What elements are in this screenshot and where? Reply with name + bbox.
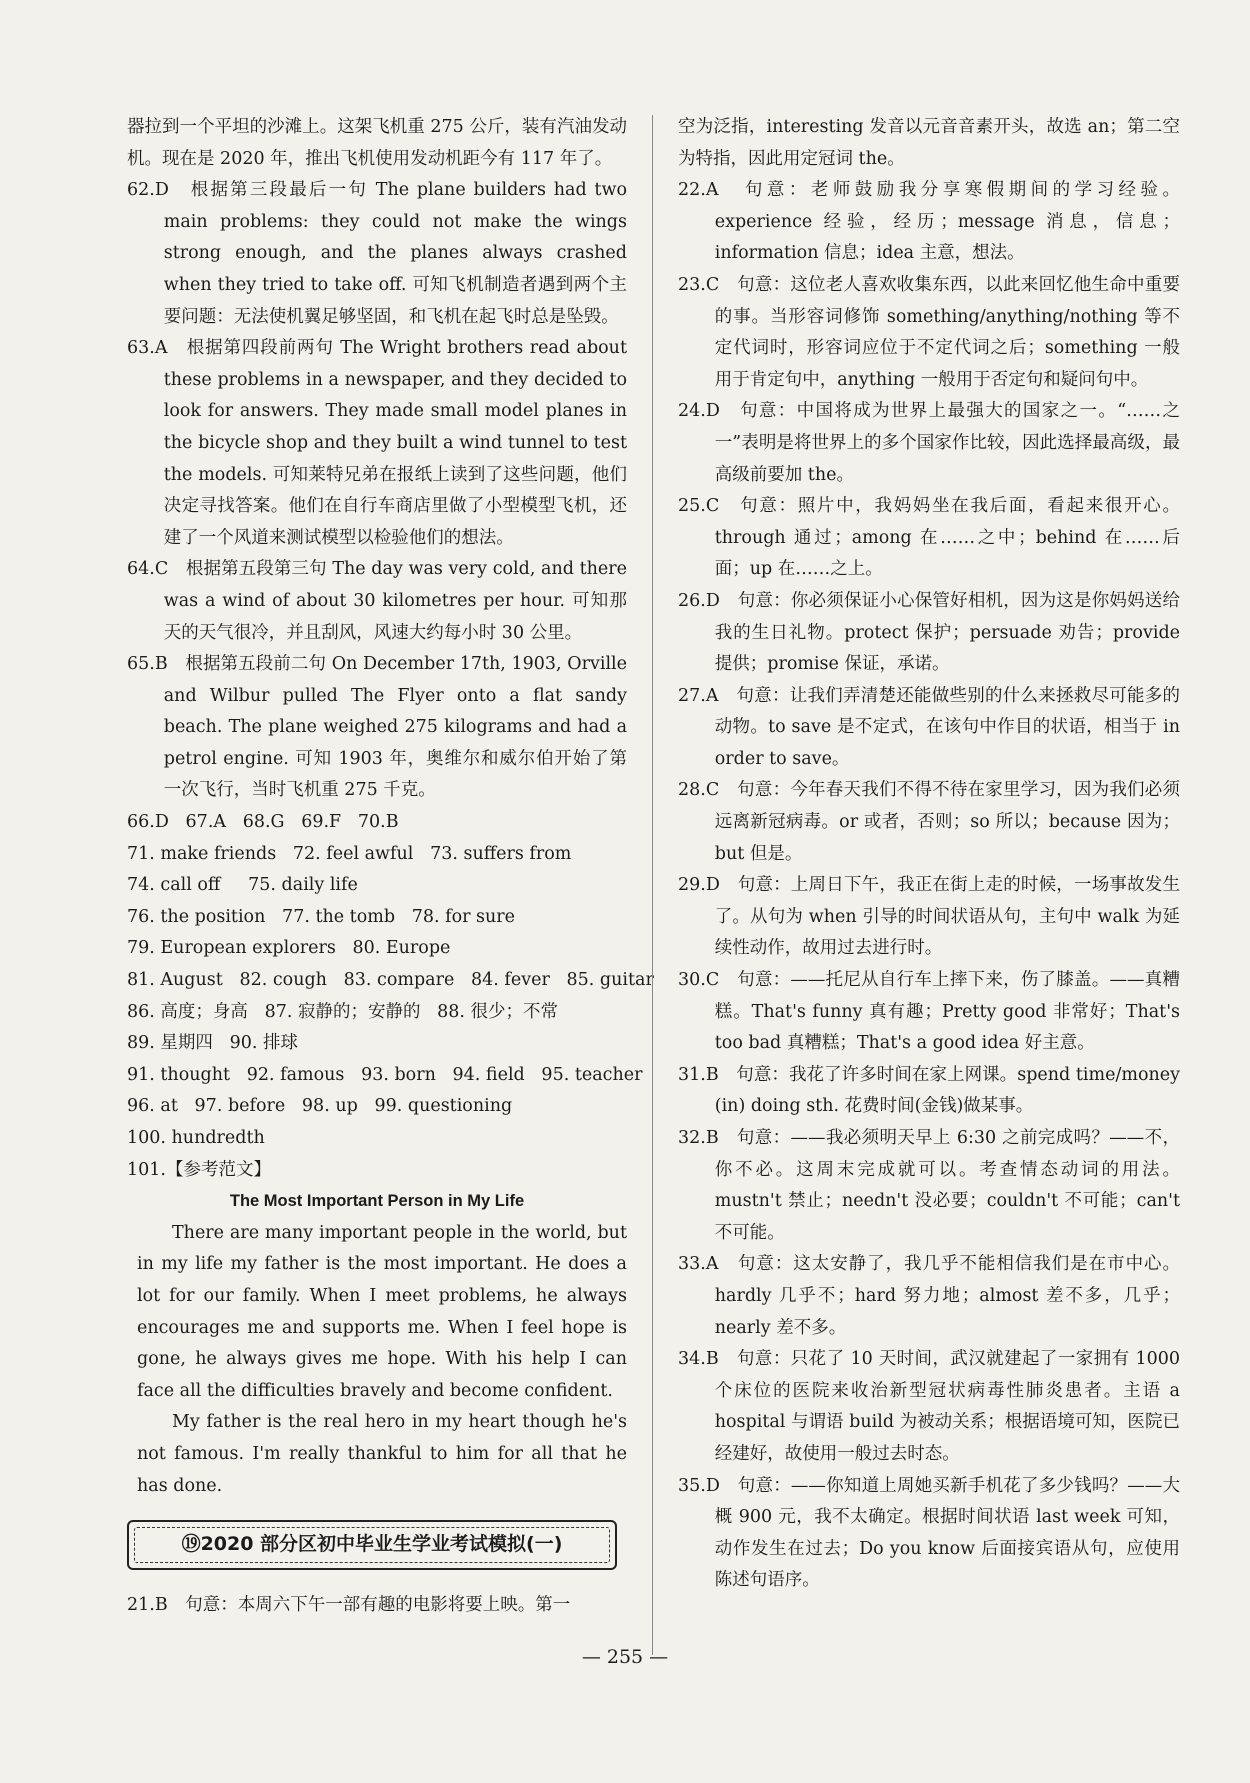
answer-22: 22.A 句意：老师鼓励我分享寒假期间的学习经验。experience 经验，经历；message 消息，信息；information 信息；idea 主意，想法。	[678, 180, 1180, 264]
answer-25: 25.C 句意：照片中，我妈妈坐在我后面，看起来很开心。through 通过；among 在……之中；behind 在……后面；up 在……之上。	[678, 496, 1180, 580]
answer-row: 86. 高度；身高 87. 寂静的；安静的 88. 很少；不常	[127, 1001, 559, 1022]
answer-27: 27.A 句意：让我们弄清楚还能做些别的什么来拯救尽可能多的动物。to save 是不定式，在该句中作目的状语，相当于 in order to save。	[678, 685, 1180, 769]
answer-row: 91. thought 92. famous 93. born 94. field 95. teacher	[127, 1064, 643, 1085]
essay-title: The Most Important Person in My Life	[229, 1192, 525, 1211]
answer-63: 63.A 根据第四段前两句 The Wright brothers read about these problems in a newspaper, and they decided to look for answers. They made small model planes in the bicycle shop and they built a wind tunnel to test the models. 可知莱特兄弟在报纸上读到了这些问题，他们决定寻找答案。他们在自行车商店里做了小型模型飞机，还建了一个风道来测试模型以检验他们的想法。	[127, 338, 627, 548]
essay-paragraph-2: My father is the real hero in my heart though he's not famous. I'm really thankful to him for all that he has done.	[137, 1412, 627, 1496]
answer-row: 100. hundredth	[127, 1128, 265, 1148]
answer-row: 96. at 97. before 98. up 99. questioning	[127, 1096, 513, 1117]
essay-label: 101.【参考范文】	[127, 1159, 271, 1180]
section-banner	[127, 1520, 617, 1570]
answer-65: 65.B 根据第五段前二句 On December 17th, 1903, Orville and Wilbur pulled The Flyer onto a flat sandy beach. The plane weighed 275 kilograms and had a petrol engine. 可知 1903 年，奥维尔和威尔伯开始了第一次飞行，当时飞机重 275 千克。	[127, 654, 627, 801]
answer-21: 21.B 句意：本周六下午一部有趣的电影将要上映。第一	[127, 1595, 571, 1616]
answer-30: 30.C 句意：——托尼从自行车上摔下来，伤了膝盖。——真糟糕。That's funny 真有趣；Pretty good 非常好；That's too bad 真糟糕；That's a good idea 好主意。	[678, 970, 1180, 1054]
answer-62: 62.D 根据第三段最后一句 The plane builders had two main problems: they could not make the wings strong enough, and the planes always crashed when they tried to take off. 可知飞机制造者遇到两个主要问题：无法使机翼足够坚固，和飞机在起飞时总是坠毁。	[127, 180, 627, 327]
answer-row: 81. August 82. cough 83. compare 84. fever 85. guitar	[127, 970, 654, 991]
answer-24: 24.D 句意：中国将成为世界上最强大的国家之一。“……之一”表明是将世界上的多个国家作比较，因此选择最高级，最高级前要加 the。	[678, 401, 1180, 485]
answer-row: 74. call off 75. daily life	[127, 875, 358, 896]
answer-33: 33.A 句意：这太安静了，我几乎不能相信我们是在市中心。hardly 几乎不；hard 努力地；almost 差不多，几乎；nearly 差不多。	[678, 1254, 1180, 1338]
answer-row: 79. European explorers 80. Europe	[127, 938, 451, 959]
answer-35: 35.D 句意：——你知道上周她买新手机花了多少钱吗？——大概 900 元，我不太确定。根据时间状语 last week 可知，动作发生在过去；Do you know 后面接宾语从句，应使用陈述句语序。	[678, 1475, 1180, 1591]
page-number: — 255 —	[581, 1646, 669, 1668]
left-column	[127, 112, 654, 1622]
essay-paragraph-1: There are many important people in the world, but in my life my father is the most important. He does a lot for our family. When I meet problems, he always encourages me and supports me. When I feel hope is gone, he always gives me hope. With his help I can face all the difficulties bravely and become confident.	[137, 1222, 627, 1401]
answer-row: 76. the position 77. the tomb 78. for sure	[127, 906, 516, 927]
answer-28: 28.C 句意：今年春天我们不得不待在家里学习，因为我们必须远离新冠病毒。or 或者，否则；so 所以；because 因为；but 但是。	[678, 780, 1180, 864]
answer-29: 29.D 句意：上周日下午，我正在街上走的时候，一场事故发生了。从句为 when 引导的时间状语从句，主句中 walk 为延续性动作，故用过去进行时。	[678, 875, 1180, 959]
column-divider	[652, 115, 653, 1655]
right-column	[678, 112, 1180, 1597]
section-banner-title: ⑲2020 部分区初中毕业生学业考试模拟(一)	[134, 1527, 610, 1563]
answer-32: 32.B 句意：——我必须明天早上 6:30 之前完成吗？——不，你不必。这周末完成就可以。考查情态动词的用法。mustn't 禁止；needn't 没必要；couldn't 不可能；can't 不可能。	[678, 1128, 1180, 1243]
passage-continuation: 器拉到一个平坦的沙滩上。这架飞机重 275 公斤，装有汽油发动机。现在是 2020 年，推出飞机使用发动机距今有 117 年了。	[127, 117, 627, 169]
answer-64: 64.C 根据第五段第三句 The day was very cold, and there was a wind of about 30 kilometres per hour. 可知那天的天气很冷，并且刮风，风速大约每小时 30 公里。	[127, 559, 627, 643]
answer-row: 71. make friends 72. feel awful 73. suffers from	[127, 843, 572, 864]
answer-34: 34.B 句意：只花了 10 天时间，武汉就建起了一家拥有 1000 个床位的医院来收治新型冠状病毒性肺炎患者。主语 a hospital 与谓语 build 为被动关系；根据语境可知，医院已经建好，故使用一般过去时态。	[678, 1349, 1180, 1464]
answer-23: 23.C 句意：这位老人喜欢收集东西，以此来回忆他生命中重要的事。当形容词修饰 something/anything/nothing 等不定代词时，形容词应位于不定代词之后；something 一般用于肯定句中，anything 一般用于否定句和疑问句中。	[678, 274, 1180, 390]
answer-row: 66.D 67.A 68.G 69.F 70.B	[127, 812, 399, 833]
answer-31: 31.B 句意：我花了许多时间在家上网课。spend time/money (in) doing sth. 花费时间(金钱)做某事。	[678, 1064, 1180, 1117]
answer-21-continuation: 空为泛指，interesting 发音以元音音素开头，故选 an；第二空为特指，因此用定冠词 the。	[678, 117, 1180, 169]
answer-26: 26.D 句意：你必须保证小心保管好相机，因为这是你妈妈送给我的生日礼物。protect 保护；persuade 劝告；provide 提供；promise 保证，承诺。	[678, 590, 1180, 675]
answer-row: 89. 星期四 90. 排球	[127, 1033, 298, 1054]
